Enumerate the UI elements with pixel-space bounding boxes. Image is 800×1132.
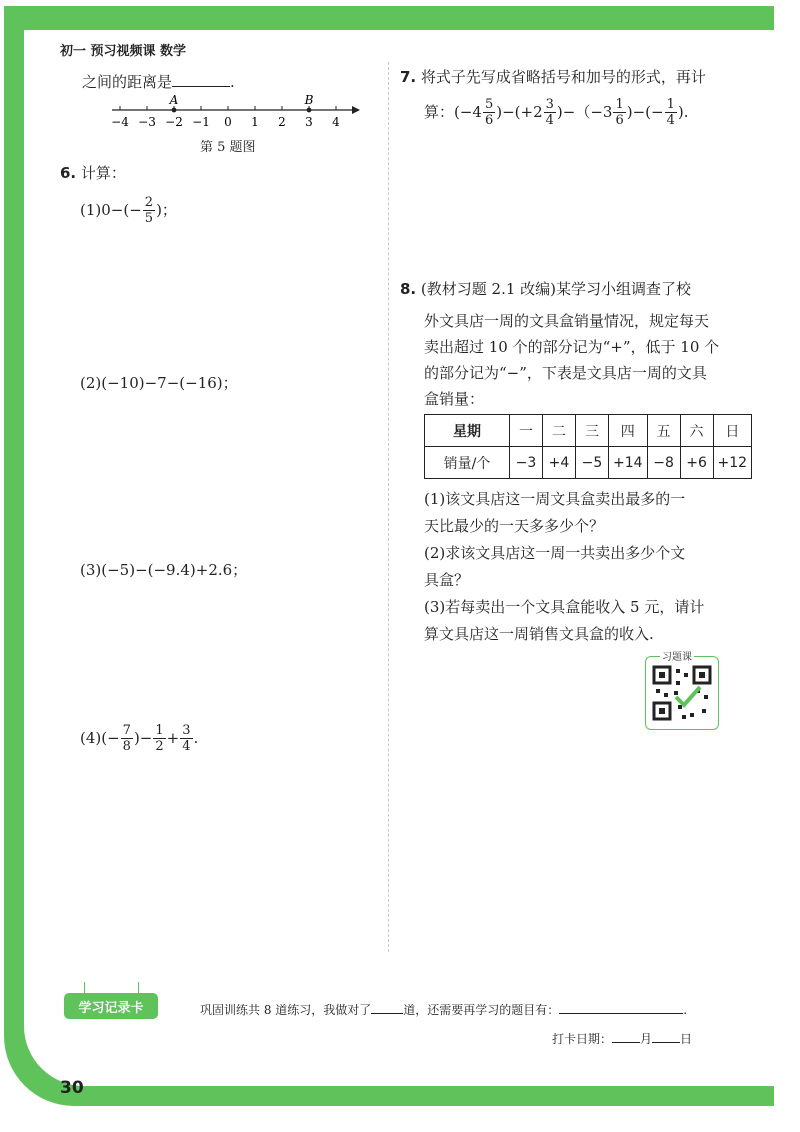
- number-line-tick-label: 3: [305, 115, 313, 129]
- q6-p1-lead: (1)0−(−: [80, 201, 142, 219]
- month-blank[interactable]: [612, 1031, 640, 1043]
- column-divider: [388, 62, 389, 952]
- q8-text-line-4: 的部分记为“−”，下表是文具店一周的文具: [424, 364, 707, 382]
- qr-code-icon: [646, 657, 718, 729]
- q8-sub-line-5: (3)若每卖出一个文具盒能收入 5 元，请计: [424, 598, 705, 616]
- row-label-cell: 销量/个: [425, 447, 510, 479]
- number-line-tick-label: −1: [192, 115, 210, 129]
- figure-caption: 第 5 题图: [200, 140, 256, 155]
- month-label: 月: [640, 1032, 653, 1046]
- q8-sub-line-6: 算文具店这一周销售文具盒的收入.: [424, 625, 654, 643]
- q6-p4-f2-num: 1: [155, 723, 164, 738]
- day-cell: 日: [713, 415, 752, 447]
- day-cell: 一: [510, 415, 543, 447]
- q8-text-line-5: 盒销量：: [424, 390, 485, 408]
- q7-number: 7.: [400, 68, 417, 86]
- day-blank[interactable]: [652, 1031, 680, 1043]
- q7-fraction-b: [544, 98, 556, 127]
- day-cell: 四: [609, 415, 648, 447]
- day-cell: 五: [647, 415, 680, 447]
- q8-sub-line-4: 具盒？: [424, 571, 470, 589]
- number-line-arrow: [352, 106, 360, 114]
- day-cell: 二: [543, 415, 576, 447]
- record-text-a: 巩固训练共 8 道练习，我做对了: [200, 1003, 372, 1017]
- record-text-b: 道，还需要再学习的题目有：: [403, 1003, 560, 1017]
- q7-d-den: 4: [666, 113, 675, 128]
- q6-part-1: [80, 196, 177, 225]
- q7-c-den: 6: [615, 113, 624, 128]
- value-cell: +14: [609, 447, 648, 479]
- q6-p4-lead: (4)(−: [80, 729, 120, 747]
- point-a-dot: [172, 108, 177, 113]
- header-label-cell: 星期: [425, 415, 510, 447]
- point-b-dot: [307, 108, 312, 113]
- value-cell: +6: [680, 447, 713, 479]
- q6-p4-f2-den: 2: [155, 739, 164, 754]
- number-line-tick-label: 4: [332, 115, 340, 129]
- q6-p4-mid2: +: [166, 729, 180, 747]
- q6-p4-f1-den: 8: [122, 739, 131, 754]
- q7-a-den: 6: [484, 113, 494, 128]
- correct-count-blank[interactable]: [371, 1002, 403, 1014]
- q5-answer-blank[interactable]: [172, 74, 230, 87]
- q6-p4-fraction-1: [121, 724, 133, 753]
- value-cell: −5: [576, 447, 609, 479]
- q7-tail: ).: [677, 103, 689, 121]
- q6-p1-fraction: [143, 196, 155, 225]
- number-line-tick-label: −2: [165, 115, 183, 129]
- q7-fraction-c: [613, 98, 625, 127]
- number-line-figure: [110, 92, 360, 132]
- q7-b-den: 4: [545, 113, 554, 128]
- q7-mid-1: )−(+2: [496, 103, 543, 121]
- study-record-badge: 学习记录卡: [64, 993, 158, 1019]
- review-items-blank[interactable]: [559, 1002, 683, 1014]
- q7-lead: 算：(−4: [424, 103, 482, 121]
- q6-p4-fraction-3: [180, 724, 192, 753]
- q5-period: .: [230, 73, 235, 91]
- q7-b-num: 3: [545, 97, 554, 112]
- point-b-label: B: [304, 93, 314, 107]
- number-line-tick-label: −4: [111, 115, 129, 129]
- q6-p4-mid1: )−: [133, 729, 153, 747]
- table-value-row: [425, 447, 752, 479]
- q8-sub-line-2: 天比最少的一天多多少个？: [424, 517, 605, 535]
- q6-number: 6.: [60, 164, 77, 182]
- qr-label: 习题课: [660, 648, 694, 663]
- q6-p1-tail: )；: [156, 201, 177, 219]
- day-cell: 三: [576, 415, 609, 447]
- q7-mid-3: )−(−: [626, 103, 664, 121]
- value-cell: +12: [713, 447, 752, 479]
- qr-code[interactable]: [645, 656, 719, 730]
- value-cell: +4: [543, 447, 576, 479]
- q6-part-4: [80, 724, 198, 753]
- number-line-tick-label: 2: [278, 115, 286, 129]
- q6-part-3: (3)(−5)−(−9.4)+2.6；: [80, 561, 248, 579]
- q7-d-num: 1: [666, 97, 675, 112]
- date-label: 打卡日期：: [552, 1032, 613, 1046]
- q6-title: 计算：: [80, 164, 126, 182]
- q7-c-num: 1: [615, 97, 624, 112]
- q6-p1-den: 5: [144, 211, 154, 226]
- value-cell: −8: [647, 447, 680, 479]
- q6-p4-f1-num: 7: [122, 723, 131, 738]
- q7-mid-2: )−（−3: [556, 103, 613, 121]
- q6-p4-f3-num: 3: [182, 723, 191, 738]
- q6-p4-f3-den: 4: [182, 739, 191, 754]
- q7-a-num: 5: [484, 97, 494, 112]
- q7-line-2: [424, 98, 689, 127]
- q8-number: 8.: [400, 280, 417, 298]
- q8-text-line-2: 外文具店一周的文具盒销量情况，规定每天: [424, 312, 710, 330]
- q6-p4-fraction-2: [153, 724, 165, 753]
- q6-p1-num: 2: [144, 195, 154, 210]
- q7-line-1: [400, 70, 706, 85]
- q5-distance-line: [82, 74, 235, 90]
- day-label: 日: [680, 1032, 693, 1046]
- q8-line-1: [400, 282, 691, 297]
- q8-text-line-1: (教材习题 2.1 改编)某学习小组调查了校: [420, 280, 692, 298]
- q7-text-1: 将式子先写成省略括号和加号的形式，再计: [420, 68, 706, 86]
- day-cell: 六: [680, 415, 713, 447]
- record-date-line: [552, 1030, 692, 1047]
- sales-table: [424, 414, 752, 479]
- value-cell: −3: [510, 447, 543, 479]
- number-line-tick-label: −3: [138, 115, 156, 129]
- q7-fraction-a: [483, 98, 495, 127]
- table-header-row: [425, 415, 752, 447]
- q8-sub-line-1: (1)该文具店这一周文具盒卖出最多的一: [424, 490, 686, 508]
- q8-text-line-3: 卖出超过 10 个的部分记为“+”，低于 10 个: [424, 338, 720, 356]
- number-line-tick-label: 1: [251, 115, 259, 129]
- page-number: 30: [60, 1078, 84, 1098]
- record-text-end: .: [683, 1003, 688, 1017]
- q6-part-2: (2)(−10)−7−(−16)；: [80, 374, 238, 392]
- point-a-label: A: [169, 93, 179, 107]
- q6-heading: [60, 166, 126, 181]
- page-header: 初一 预习视频课 数学: [60, 44, 187, 59]
- record-line-1: [200, 1001, 687, 1018]
- q8-sub-line-3: (2)求该文具店这一周一共卖出多少个文: [424, 544, 686, 562]
- q5-distance-text: 之间的距离是: [82, 73, 173, 91]
- q7-fraction-d: [665, 98, 677, 127]
- number-line-tick-label: 0: [224, 115, 232, 129]
- q6-p4-tail: .: [193, 729, 199, 747]
